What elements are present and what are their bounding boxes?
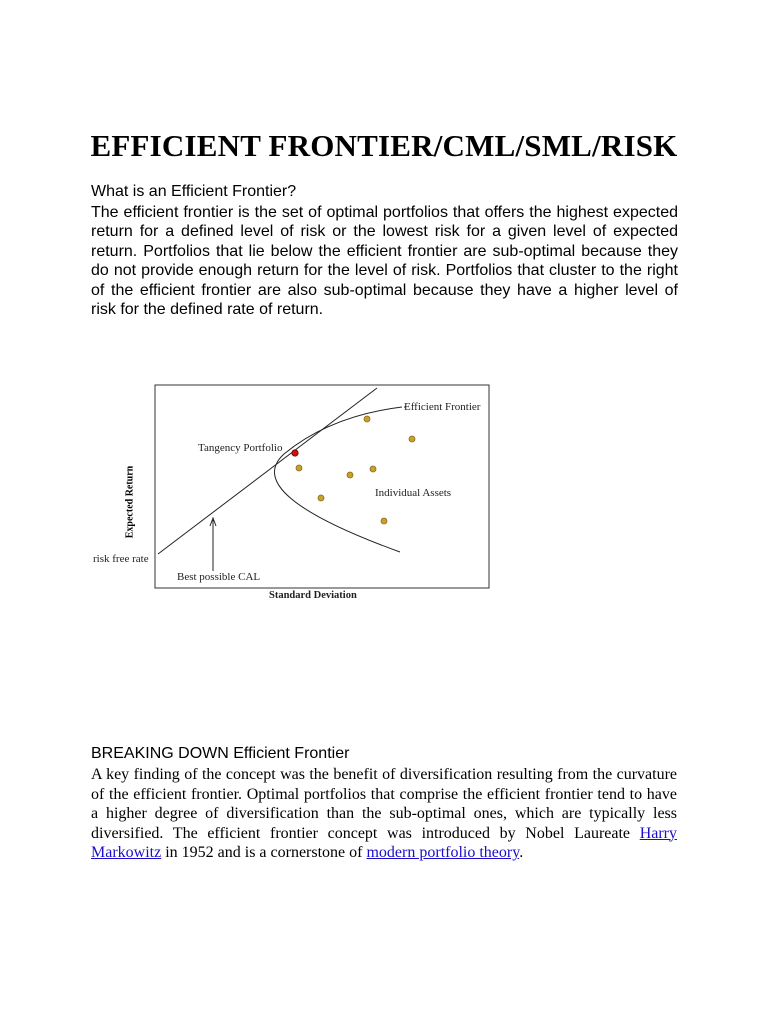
- individual-assets-label: Individual Assets: [375, 487, 452, 499]
- y-axis-label: Expected Return: [124, 465, 136, 539]
- question-heading: What is an Efficient Frontier?: [91, 183, 297, 200]
- asset-dot: [370, 466, 376, 472]
- x-axis-label: Standard Deviation: [269, 590, 357, 601]
- section-heading: BREAKING DOWN Efficient Frontier: [91, 745, 350, 762]
- best-cal-label: Best possible CAL: [177, 571, 261, 583]
- asset-dot: [347, 472, 353, 478]
- breakdown-paragraph: [91, 765, 677, 863]
- page-title: EFFICIENT FRONTIER/CML/SML/RISK: [90, 128, 678, 163]
- paragraph-text: .: [519, 844, 524, 861]
- intro-paragraph: The efficient frontier is the set of optimal portfolios that offers the highest expected return for a defined level of risk or the lowest risk for a given level of expected return. Portfolios that lie below the efficient frontier are sub-optimal because they do not provide enough return for the level of risk. Portfolios that cluster to the right of the efficient frontier are also sub-optimal because they have a higher level of risk for the defined rate of return.: [91, 204, 678, 319]
- modern-portfolio-theory-link[interactable]: modern portfolio theory: [366, 844, 520, 861]
- efficient-frontier-figure: [90, 384, 490, 606]
- efficient-frontier-label: Efficient Frontier: [404, 401, 481, 413]
- asset-dot: [381, 518, 387, 524]
- harry-markowitz-link[interactable]: Harry Markowitz: [91, 824, 677, 861]
- tangency-portfolio-label: Tangency Portfolio: [198, 442, 283, 454]
- asset-dot: [296, 465, 302, 471]
- asset-dot: [318, 495, 324, 501]
- paragraph-text: A key finding of the concept was the benefit of diversification resulting from the curvature of the efficient frontier. Optimal portfolios that comprise the efficient frontier tend to have a higher degree of diversification than the sub-optimal ones, which are typically less diversified. The efficient frontier concept was introduced by Nobel Laureate: [91, 766, 677, 842]
- asset-dot: [409, 436, 415, 442]
- tangency-point: [292, 450, 298, 456]
- paragraph-text: in 1952 and is a cornerstone of: [161, 844, 367, 861]
- efficient-frontier-curve: [275, 407, 402, 552]
- asset-dot: [364, 416, 370, 422]
- risk-free-rate-label: risk free rate: [93, 553, 149, 565]
